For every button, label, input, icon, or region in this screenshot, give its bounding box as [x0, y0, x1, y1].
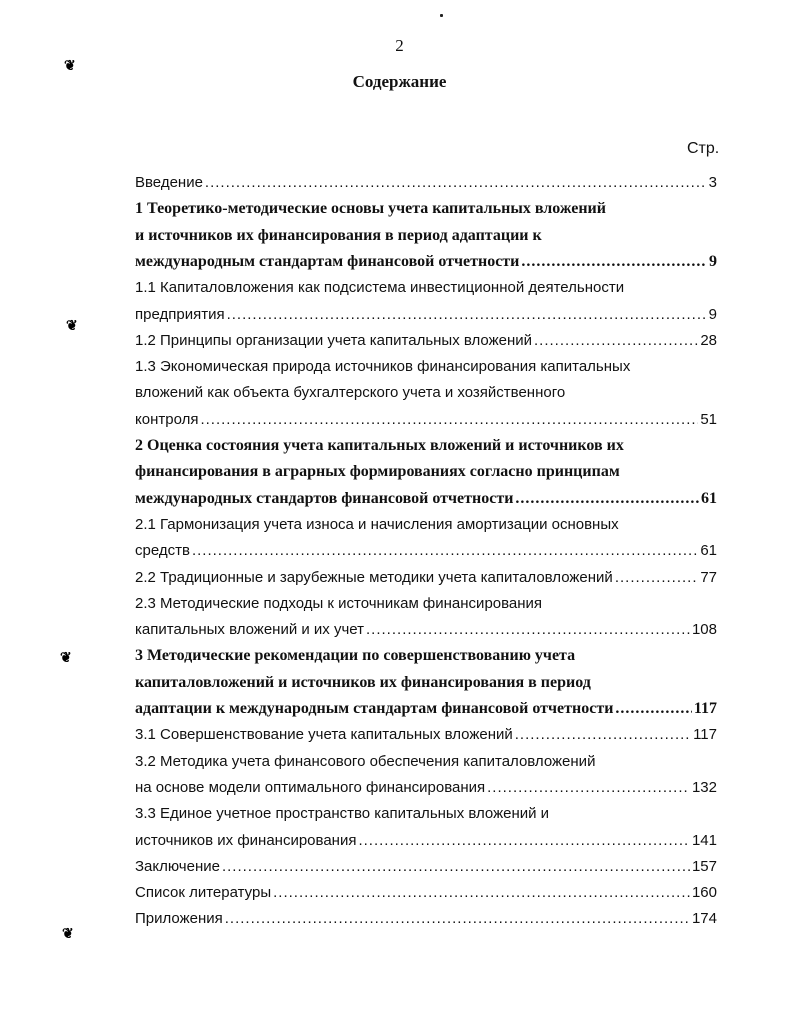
toc-entry-line: вложений как объекта бухгалтерского учета и хозяйственного: [135, 384, 566, 402]
toc-entry: [135, 302, 717, 328]
binding-hole-mark: ❦: [66, 319, 78, 334]
toc-entry: [135, 828, 717, 854]
toc-page-number: 132: [691, 778, 717, 796]
toc-entry: [135, 170, 717, 196]
toc-page-number: 9: [709, 252, 717, 270]
toc-entry-line: 1.3 Экономическая природа источников финансирования капитальных: [135, 358, 631, 376]
toc-entry-title: международных стандартов финансовой отчетности: [135, 489, 514, 507]
dot-leader: [205, 170, 707, 196]
toc-page-number: 51: [700, 410, 717, 428]
dot-leader: [222, 854, 690, 880]
toc-entry-line: 2.1 Гармонизация учета износа и начисления амортизации основных: [135, 515, 619, 533]
toc-entry: [135, 880, 717, 906]
toc-entry-title: Введение: [135, 174, 203, 191]
toc-entry-line: 3 Методические рекомендации по совершенствованию учета: [135, 647, 576, 665]
toc-page-number: 9: [708, 305, 717, 323]
toc-entry: [135, 486, 717, 512]
scan-speck: [440, 14, 443, 17]
toc-page-number: 3: [708, 174, 717, 191]
toc-entry-title: адаптации к международным стандартам финансовой отчетности: [135, 700, 614, 717]
toc-entry: [135, 538, 717, 564]
toc-page-number: 160: [691, 884, 717, 902]
toc-entry-title: контроля: [135, 410, 199, 428]
toc-entry-line: 1.1 Капиталовложения как подсистема инвестиционной деятельности: [135, 279, 625, 297]
dot-leader: [273, 880, 690, 906]
toc-entry: [135, 249, 717, 275]
toc-entry-line: капиталовложений и источников их финансирования в период: [135, 673, 591, 691]
dot-leader: [358, 828, 690, 854]
toc-entry-title: 2.2 Традиционные и зарубежные методики учета капиталовложений: [135, 568, 613, 586]
dot-leader: [534, 328, 698, 354]
toc-entry-title: предприятия: [135, 305, 225, 323]
toc-entry-line: 2 Оценка состояния учета капитальных вложений и источников их: [135, 437, 624, 454]
toc-page-number: 108: [691, 621, 717, 639]
toc-entry-line: и источников их финансирования в период адаптации к: [135, 226, 542, 244]
toc-page-number: 174: [691, 910, 717, 928]
toc-entry: [135, 722, 717, 748]
toc-page-number: 141: [691, 831, 717, 849]
toc-entry-title: 1.2 Принципы организации учета капитальных вложений: [135, 331, 533, 349]
toc-entry-line: 1 Теоретико-методические основы учета капитальных вложений: [135, 200, 606, 218]
toc-entry-title: международным стандартам финансовой отчетности: [135, 252, 520, 270]
page-title: Содержание: [352, 72, 447, 91]
binding-hole-mark: ❦: [62, 927, 74, 942]
toc-entry-title: Заключение: [135, 857, 220, 875]
toc-entry-line: 2.3 Методические подходы к источникам финансирования: [135, 594, 543, 612]
dot-leader: [515, 486, 699, 512]
toc-page-number: 157: [691, 857, 717, 875]
toc-entry: [135, 565, 717, 591]
dot-leader: [366, 617, 690, 643]
binding-hole-mark: ❦: [64, 59, 76, 74]
toc-entry: [135, 906, 717, 932]
dot-leader: [521, 249, 707, 275]
toc-entry-title: средств: [135, 542, 190, 560]
page-column-label: Стр.: [687, 140, 720, 157]
dot-leader: [515, 722, 691, 748]
toc-entry: [135, 696, 717, 722]
toc-entry-title: 3.1 Совершенствование учета капитальных вложений: [135, 726, 513, 744]
toc-entry-title: Приложения: [135, 910, 223, 928]
toc-entry: [135, 854, 717, 880]
toc-entry-line: 3.3 Единое учетное пространство капитальных вложений и: [135, 805, 550, 823]
toc-entry-line: финансирования в аграрных формированиях согласно принципам: [135, 463, 620, 481]
toc-entry: [135, 407, 717, 433]
toc-entry-title: капитальных вложений и их учет: [135, 621, 365, 639]
toc-entry-title: на основе модели оптимального финансирования: [135, 778, 486, 796]
toc-page-number: 61: [700, 542, 717, 560]
binding-hole-mark: ❦: [60, 651, 72, 666]
toc-page-number: 117: [693, 726, 717, 744]
toc-page-number: 77: [700, 568, 717, 586]
toc-entry-title: источников их финансирования: [135, 831, 357, 849]
toc-page-number: 117: [693, 700, 717, 717]
dot-leader: [200, 407, 698, 433]
toc-entry-line: 3.2 Методика учета финансового обеспечения капиталовложений: [135, 752, 596, 770]
toc-entry: [135, 328, 717, 354]
dot-leader: [192, 538, 698, 564]
toc-entry-title: Список литературы: [135, 884, 272, 902]
dot-leader: [487, 775, 690, 801]
page-number: 2: [395, 36, 404, 55]
dot-leader: [615, 696, 691, 722]
dot-leader: [227, 302, 707, 328]
toc-page-number: 28: [700, 331, 717, 349]
toc-entry: [135, 617, 717, 643]
dot-leader: [615, 565, 699, 591]
toc-page-number: 61: [701, 489, 717, 507]
dot-leader: [225, 906, 690, 932]
toc-entry: [135, 775, 717, 801]
